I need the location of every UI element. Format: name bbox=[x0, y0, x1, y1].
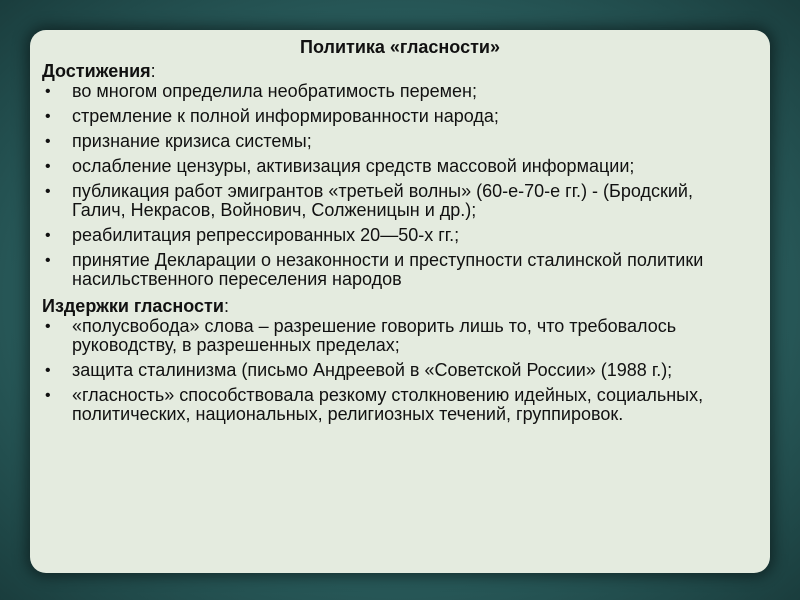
achievement-item bbox=[42, 157, 740, 176]
achievement-item bbox=[42, 107, 740, 126]
achievement-item-text: признание кризиса системы; bbox=[72, 131, 312, 151]
achievement-item bbox=[42, 132, 740, 151]
bullet-icon: • bbox=[45, 183, 51, 200]
costs-heading-text: Издержки гласности bbox=[42, 296, 224, 316]
costs-heading bbox=[42, 295, 740, 317]
achievement-item-text: реабилитация репрессированных 20—50-х гг.; bbox=[72, 225, 460, 245]
bullet-icon: • bbox=[45, 362, 51, 379]
cost-item-text: «гласность» способствовала резкому столкновению идейных, социальных, политических, национальных, религиозных течений, группировок. bbox=[72, 385, 704, 424]
achievement-item-text: принятие Декларации о незаконности и преступности сталинской политики насильственного переселения народов bbox=[72, 250, 704, 289]
bullet-icon: • bbox=[45, 227, 51, 244]
achievement-item-text: во многом определила необратимость перемен; bbox=[72, 81, 477, 101]
slide-title: Политика «гласности» bbox=[300, 37, 500, 57]
achievement-item bbox=[42, 226, 740, 245]
cost-item bbox=[42, 317, 740, 355]
achievements-list bbox=[42, 82, 740, 289]
achievement-item bbox=[42, 82, 740, 101]
achievement-item-text: стремление к полной информированности народа; bbox=[72, 106, 499, 126]
costs-heading-colon: : bbox=[223, 296, 229, 316]
bullet-icon: • bbox=[45, 252, 51, 269]
achievement-item bbox=[42, 182, 740, 220]
cost-item-text: защита сталинизма (письмо Андреевой в «Советской России» (1988 г.); bbox=[72, 360, 673, 380]
bullet-icon: • bbox=[45, 83, 51, 100]
achievement-item-text: публикация работ эмигрантов «третьей волны» (60-е-70-е гг.) - (Бродский, Галич, Некрасов, Войнович, Солженицын и др.); bbox=[72, 181, 693, 220]
bullet-icon: • bbox=[45, 158, 51, 175]
achievements-heading-colon: : bbox=[150, 61, 156, 81]
cost-item bbox=[42, 361, 740, 380]
slide-panel bbox=[30, 30, 770, 573]
bullet-icon: • bbox=[45, 108, 51, 125]
cost-item bbox=[42, 386, 740, 424]
achievement-item-text: ослабление цензуры, активизация средств массовой информации; bbox=[72, 156, 635, 176]
achievements-heading bbox=[42, 60, 740, 82]
bullet-icon: • bbox=[45, 133, 51, 150]
achievement-item bbox=[42, 251, 740, 289]
bullet-icon: • bbox=[45, 387, 51, 404]
costs-list bbox=[42, 317, 740, 424]
cost-item-text: «полусвобода» слова – разрешение говорить лишь то, что требовалось руководству, в разрешенных пределах; bbox=[72, 316, 677, 355]
bullet-icon: • bbox=[45, 318, 51, 335]
achievements-heading-text: Достижения bbox=[42, 61, 151, 81]
